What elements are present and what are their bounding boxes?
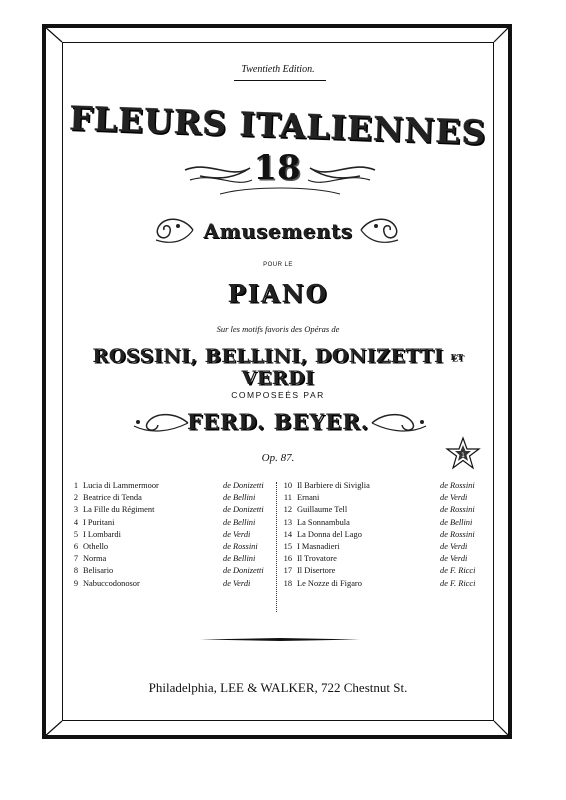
list-item (280, 481, 480, 493)
motifs-line: Sur les motifs favoris des Opéras de (216, 324, 340, 334)
list-item (280, 518, 480, 530)
list-item (66, 493, 266, 505)
arranger-name: FERD. BEYER. (187, 409, 369, 434)
composers-part2: VERDI (241, 367, 315, 389)
piece-number: 11 (283, 493, 292, 503)
instrument-title: PIANO (227, 279, 329, 308)
publisher-address: 722 Chestnut St. (321, 680, 408, 695)
subtitle-amusements: Amusements (203, 219, 353, 243)
publisher-name: LEE & WALKER, (220, 680, 318, 695)
pieces-list-right (280, 481, 480, 591)
piece-title: Guillaume Tell (297, 505, 348, 515)
piece-composer: de Verdi (440, 493, 468, 503)
piece-title: La Donna del Lago (297, 529, 362, 539)
list-item (66, 530, 266, 542)
composers-et: ET (450, 352, 464, 362)
piece-composer: de Donizetti (223, 481, 264, 490)
list-item (66, 481, 266, 493)
star-emblem-icon (446, 437, 480, 471)
collection-number: 18 (253, 148, 301, 188)
list-column-divider (276, 482, 278, 612)
list-item (280, 530, 480, 542)
piece-title: Belisario (83, 566, 114, 576)
pieces-list-left (66, 481, 266, 591)
list-item (66, 505, 266, 517)
piece-title: Il Trovatore (297, 554, 337, 564)
decorative-rule (200, 638, 360, 641)
piece-title: Il Disertore (297, 566, 336, 576)
piece-number: 16 (283, 554, 292, 564)
edition-label: Twentieth Edition. (241, 64, 315, 75)
piece-title: I Puritani (83, 517, 115, 527)
piece-title: Othello (83, 541, 109, 551)
piece-title: Ernani (297, 493, 320, 503)
composers-line (62, 345, 494, 389)
piece-title: Norma (83, 554, 107, 564)
list-item (280, 493, 480, 505)
list-item (280, 566, 480, 578)
list-item (66, 518, 266, 530)
piece-composer: de Bellini (223, 493, 256, 503)
piece-title: Il Barbiere di Siviglia (297, 481, 370, 490)
piece-composer: de Bellini (440, 517, 473, 527)
piece-composer: de Verdi (223, 578, 251, 588)
piece-number: 18 (283, 578, 292, 588)
piece-composer: de Verdi (223, 529, 251, 539)
piece-composer: de Donizetti (223, 505, 264, 515)
emblem-number: 1 (461, 452, 465, 459)
edition-rule (234, 80, 326, 81)
piece-number: 17 (283, 566, 292, 576)
page-title: FLEURS ITALIENNES (68, 98, 488, 153)
piece-title: Lucia di Lammermoor (83, 481, 159, 490)
piece-title: La Fille du Régiment (83, 505, 155, 515)
piece-number: 12 (283, 505, 292, 515)
piece-number: 4 (73, 517, 78, 527)
piece-composer: de Verdi (440, 541, 468, 551)
piece-composer: de Bellini (223, 517, 256, 527)
piece-composer: de F. Ricci (440, 566, 476, 576)
publisher-city: Philadelphia, (148, 680, 217, 695)
piece-composer: de Rossini (440, 481, 475, 490)
list-item (280, 554, 480, 566)
piece-number: 13 (283, 517, 292, 527)
list-item (280, 542, 480, 554)
piece-number: 5 (73, 529, 78, 539)
piece-composer: de F. Ricci (440, 578, 476, 588)
list-item (66, 566, 266, 578)
piece-number: 14 (283, 529, 292, 539)
piece-title: Nabuccodonosor (83, 578, 140, 588)
piece-number: 2 (73, 493, 78, 503)
pour-le-label: POUR LE (263, 262, 293, 268)
piece-number: 10 (283, 481, 292, 490)
piece-number: 8 (73, 566, 78, 576)
piece-composer: de Donizetti (223, 566, 264, 576)
list-item (280, 579, 480, 591)
piece-composer: de Rossini (440, 529, 475, 539)
composers-part1: ROSSINI, BELLINI, DONIZETTI (92, 345, 444, 367)
piece-title: Le Nozze di Figaro (297, 578, 362, 588)
piece-number: 9 (73, 578, 78, 588)
list-item (66, 554, 266, 566)
piece-number: 6 (73, 541, 78, 551)
piece-title: I Lombardi (83, 529, 121, 539)
piece-number: 1 (73, 481, 78, 490)
piece-number: 3 (73, 505, 78, 515)
piece-title: Beatrice di Tenda (83, 493, 142, 503)
list-item (66, 542, 266, 554)
piece-composer: de Rossini (223, 541, 258, 551)
piece-composer: de Verdi (440, 554, 468, 564)
piece-number: 7 (73, 554, 78, 564)
opus-number: Op. 87. (261, 452, 295, 464)
publisher-line (62, 680, 494, 696)
piece-composer: de Bellini (223, 554, 256, 564)
list-item (66, 579, 266, 591)
list-item (280, 505, 480, 517)
piece-number: 15 (283, 541, 292, 551)
piece-composer: de Rossini (440, 505, 475, 515)
piece-title: I Masnadieri (297, 541, 340, 551)
composees-par-label: COMPOSEÉS PAR (231, 390, 325, 400)
piece-title: La Sonnambula (297, 517, 350, 527)
